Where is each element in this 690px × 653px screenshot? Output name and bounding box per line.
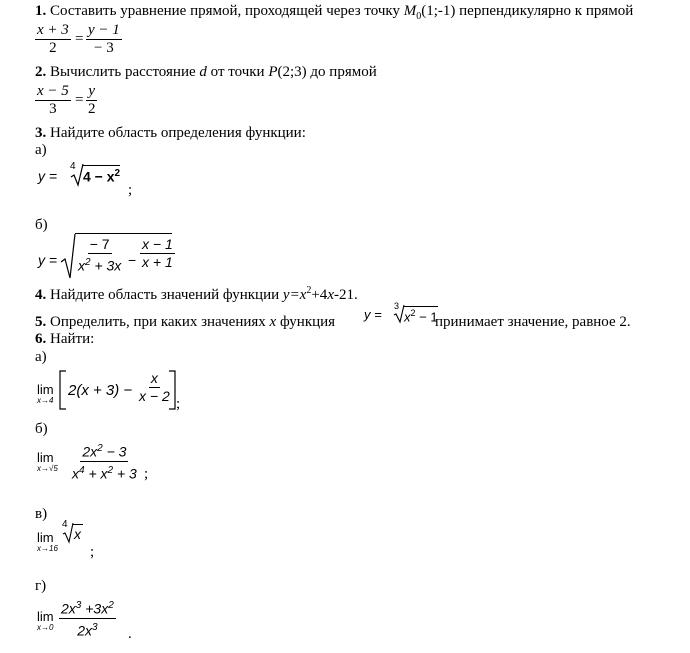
task3-fb-bot1-x: x [78,257,85,274]
radical-sign-icon [70,163,84,187]
task6-ld-fraction [59,597,116,639]
task3-fb-frac1-numerator: − 7 [89,236,110,252]
task6-lb-bot-rest: + 3 [113,465,137,482]
task3-label-a: а) [35,142,47,158]
task6-lc-index: 4 [62,519,68,530]
task1-point-sub: 0 [416,11,422,22]
task3-fb-frac2-denominator: x + 1 [142,254,173,270]
task2-text: Вычислить расстояние [46,64,200,80]
task1-frac2-denominator: − 3 [94,40,114,56]
task6-label-c: в) [35,506,48,522]
task1-frac1-numerator: x + 3 [37,22,69,38]
task6-limit-d [37,610,54,632]
task5-x: x [269,314,277,330]
left-bracket-icon [58,370,68,410]
task3-formula-b [38,252,57,268]
task5-statement-start [35,314,335,331]
task3-label-b: б) [35,217,48,233]
task6-lb-bot-mid: + x [84,465,108,482]
task2-frac2-numerator: y [88,83,96,99]
task3-statement [35,125,306,142]
task6-limit-a [37,383,54,405]
task6-statement [35,331,94,348]
task5-text: Определить, при каких значениях [46,314,270,330]
task5-f-radicand: x [404,309,411,325]
task2-fraction-2 [86,83,98,118]
task6-label-b: б) [35,421,48,437]
task6-la-denominator: x − 2 [139,388,170,404]
task6-lb-bot-pow: 4 [79,464,85,476]
task6-ld-denominator [75,619,99,640]
task2-frac1-denominator: 3 [49,101,57,117]
task1-frac1-denominator: 2 [49,40,57,56]
task6-ld-top: 2x [61,600,76,617]
task6-lc-lim: lim [37,530,54,545]
task3-fa-power: 2 [114,168,121,179]
task2-number: 2. [35,64,47,80]
task4-pow: 2 [306,285,312,296]
task2-frac2-denominator: 2 [88,101,96,117]
task1-equals: = [75,31,84,47]
task6-lb-top-pow: 2 [97,443,103,454]
task3-fb-fraction-1 [76,236,123,275]
task6-la-expr: 2(x + 3) − [68,382,133,399]
task4-text: Найдите область значений функции [46,287,283,303]
task3-fa-index: 4 [70,161,76,172]
task6-ld-top-pow2: 2 [108,600,114,611]
task2-coords: (2;3) до прямой [277,64,377,80]
task6-la-under: x→4 [37,396,54,405]
task6-ld-top-mid: +3x [81,600,109,617]
task1-fraction-2 [86,22,122,57]
task6-lb-lim: lim [37,450,54,465]
task5-f-rest: − 1 [415,309,438,325]
task3-fb-frac2-numerator: x − 1 [142,236,173,252]
task6-ld-top-pow: 3 [75,600,82,611]
task6-la-end: ; [176,396,181,412]
task2-equals: = [75,92,84,108]
task2-fraction-1 [35,83,71,118]
task6-lc-radicand: x [74,526,81,542]
task2-text2: от точки [206,64,269,80]
task3-fb-lhs: y = [38,252,58,268]
task4-x: x [327,287,334,303]
task6-ld-bot: 2x [77,622,92,639]
task5-statement-end: принимает значение, равное 2. [435,314,631,330]
task5-number: 5. [35,314,47,330]
task6-lb-under: x→√5 [37,464,58,473]
task6-lb-denominator [70,462,139,483]
task4-statement [35,282,358,304]
task3-text: Найдите область определения функции: [46,125,306,141]
task3-formula-a [38,168,57,184]
task4-eq: =x [289,287,307,303]
task3-number: 3. [35,125,47,141]
task3-fa-radicand: 4 − x [83,168,115,185]
task6-lb-end: ; [144,466,149,482]
task3-fb-minus: − [128,252,137,268]
task5-f-power: 2 [410,308,416,318]
task3-fb-vinculum [75,233,172,234]
task6-ld-under: x→0 [37,623,54,632]
task6-lb-bot: x [72,465,79,482]
task4-rest: +4 [311,287,328,303]
task5-text2: функция [276,314,336,330]
task2-statement [35,64,377,81]
task5-f-lhs: y = [364,307,382,322]
task3-fa-end: ; [128,182,133,198]
task1-coords: (1;-1) перпендикулярно к прямой [421,3,634,19]
task6-lb-bot-pow2: 2 [107,464,114,476]
task6-limit-b [37,451,58,473]
task6-text: Найти: [46,331,95,347]
task6-la-lim: lim [37,382,54,397]
task6-ld-bot-pow: 3 [92,621,98,633]
task1-point: M [403,3,417,19]
task6-label-a: а) [35,349,47,365]
task2-frac1-numerator: x − 5 [37,83,69,99]
task3-fb-fraction-2 [140,236,175,271]
task6-ld-end: . [128,626,132,642]
task6-number: 6. [35,331,47,347]
task5-formula [364,307,382,322]
task6-lc-under: x→16 [37,544,58,553]
task6-lb-top-rest: − 3 [102,443,127,460]
task3-fa-lhs: y = [38,168,58,184]
task1-frac2-numerator: y − 1 [88,22,120,38]
task2-d: d [199,64,207,80]
task2-point: P [268,64,278,80]
task6-lb-fraction [70,440,139,482]
task1-fraction-1 [35,22,71,57]
task3-fb-bot1-pow: 2 [85,257,91,268]
task6-ld-lim: lim [37,609,54,624]
task1-text: Составить уравнение прямой, проходящей через точку [46,3,404,19]
task6-lc-end: ; [90,544,95,560]
task6-la-numerator: x [150,370,158,386]
task6-lb-numerator [80,440,128,462]
radical-sign-icon [60,232,76,280]
task6-limit-c [37,531,58,553]
task4-tail: -21. [333,287,358,303]
task5-f-index: 3 [394,301,400,311]
task1-statement [35,3,633,25]
task6-lb-top: 2x [82,443,98,460]
task3-fb-frac1-denominator [76,254,123,275]
task6-label-d: г) [35,578,47,594]
task4-y: y [282,287,290,303]
task6-ld-numerator [59,597,116,619]
task3-fb-bot1-rest: + 3x [90,257,122,274]
task4-number: 4. [35,287,47,303]
task1-number: 1. [35,3,47,19]
